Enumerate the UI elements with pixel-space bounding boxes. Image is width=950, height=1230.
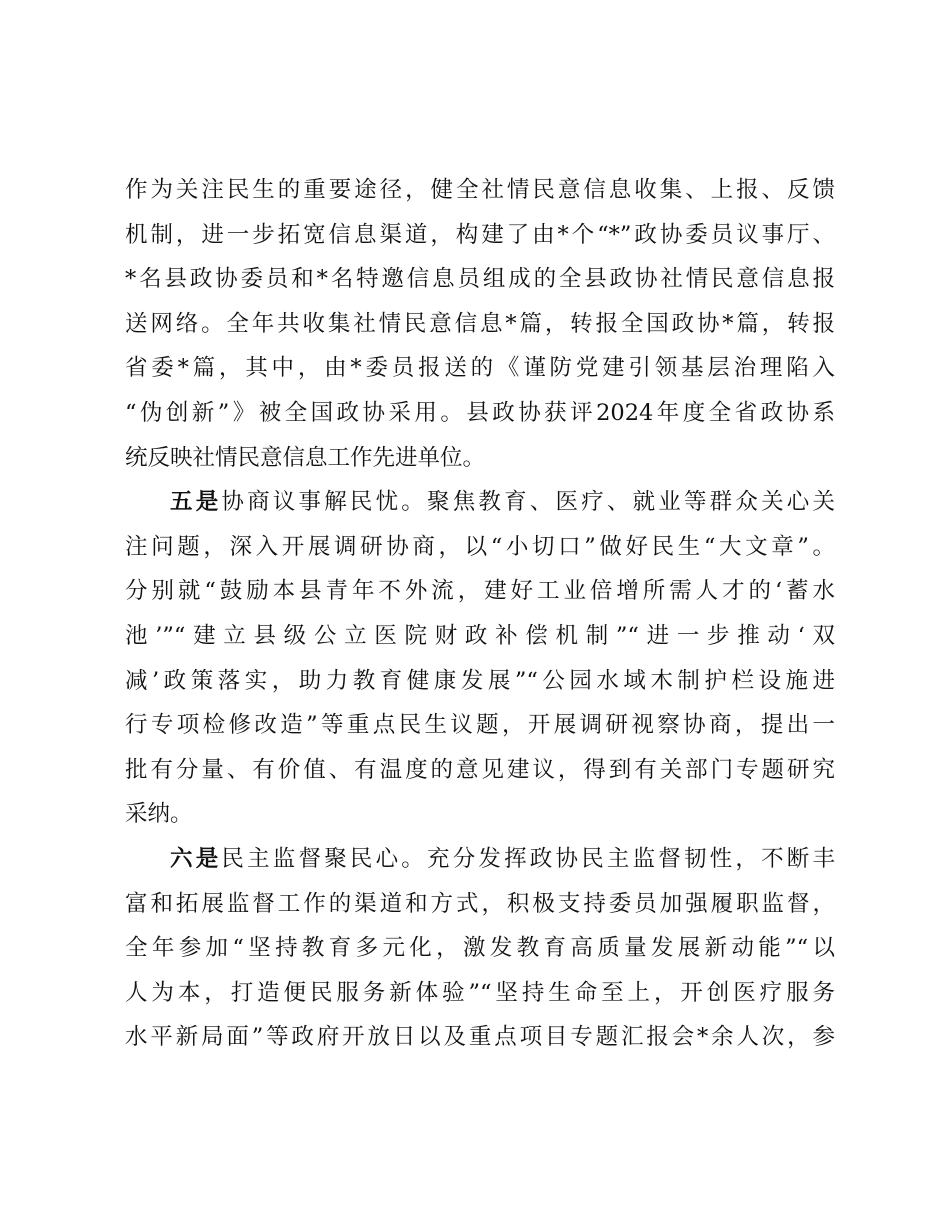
document-body [125,168,835,1060]
paragraph-line: 减’政策落实，助力教育健康发展”“公园水域木制护栏设施进 [125,667,835,694]
paragraph-3 [125,837,835,1060]
paragraph-line: 行专项检修改造”等重点民生议题，开展调研视察协商，提出一 [125,712,835,739]
paragraph-line: 批有分量、有价值、有温度的意见建议，得到有关部门专题研究 [125,756,835,783]
paragraph-line: 池’”“建立县级公立医院财政补偿机制”“进一步推动‘双 [125,622,835,649]
paragraph-line: 全年参加“坚持教育多元化，激发教育高质量发展新动能”“以 [125,935,835,962]
paragraph-lead-heading: 五是 [170,489,222,516]
paragraph-first-line-text: 民主监督聚民心。充分发挥政协民主监督韧性，不断丰 [221,845,835,872]
paragraph-line: 分别就“鼓励本县青年不外流，建好工业倍增所需人才的‘蓄水 [125,578,835,605]
paragraph-2 [125,480,835,837]
paragraph-line: *名县政协委员和*名特邀信息员组成的全县政协社情民意信息报 [125,266,835,293]
paragraph-line: 水平新局面”等政府开放日以及重点项目专题汇报会*余人次，参 [125,1024,835,1051]
paragraph-first-line [125,837,835,882]
paragraph-line: 省委*篇，其中，由*委员报送的《谨防党建引领基层治理陷入 [125,355,835,382]
paragraph-first-line-text: 协商议事解民忧。聚焦教育、医疗、就业等群众关心关 [221,489,835,516]
paragraph-line-last: 统反映社情民意信息工作先进单位。 [125,444,486,471]
paragraph-first-line [125,480,835,525]
paragraph-line: 富和拓展监督工作的渠道和方式，积极支持委员加强履职监督， [125,890,835,917]
paragraph-line: 注问题，深入开展调研协商，以“小切口”做好民生“大文章”。 [125,533,835,560]
paragraph-line: “伪创新”》被全国政协采用。县政协获评2024年度全省政协系 [125,399,835,426]
paragraph-lead-heading: 六是 [170,845,222,872]
paragraph-line: 人为本，打造便民服务新体验”“坚持生命至上，开创医疗服务 [125,979,835,1006]
paragraph-line: 机制，进一步拓宽信息渠道，构建了由*个“*”政协委员议事厅、 [125,221,835,248]
paragraph-1 [125,168,835,480]
paragraph-line: 送网络。全年共收集社情民意信息*篇，转报全国政协*篇，转报 [125,310,835,337]
paragraph-line: 作为关注民生的重要途径，健全社情民意信息收集、上报、反馈 [125,177,835,203]
paragraph-line-last: 采纳。 [125,801,193,828]
